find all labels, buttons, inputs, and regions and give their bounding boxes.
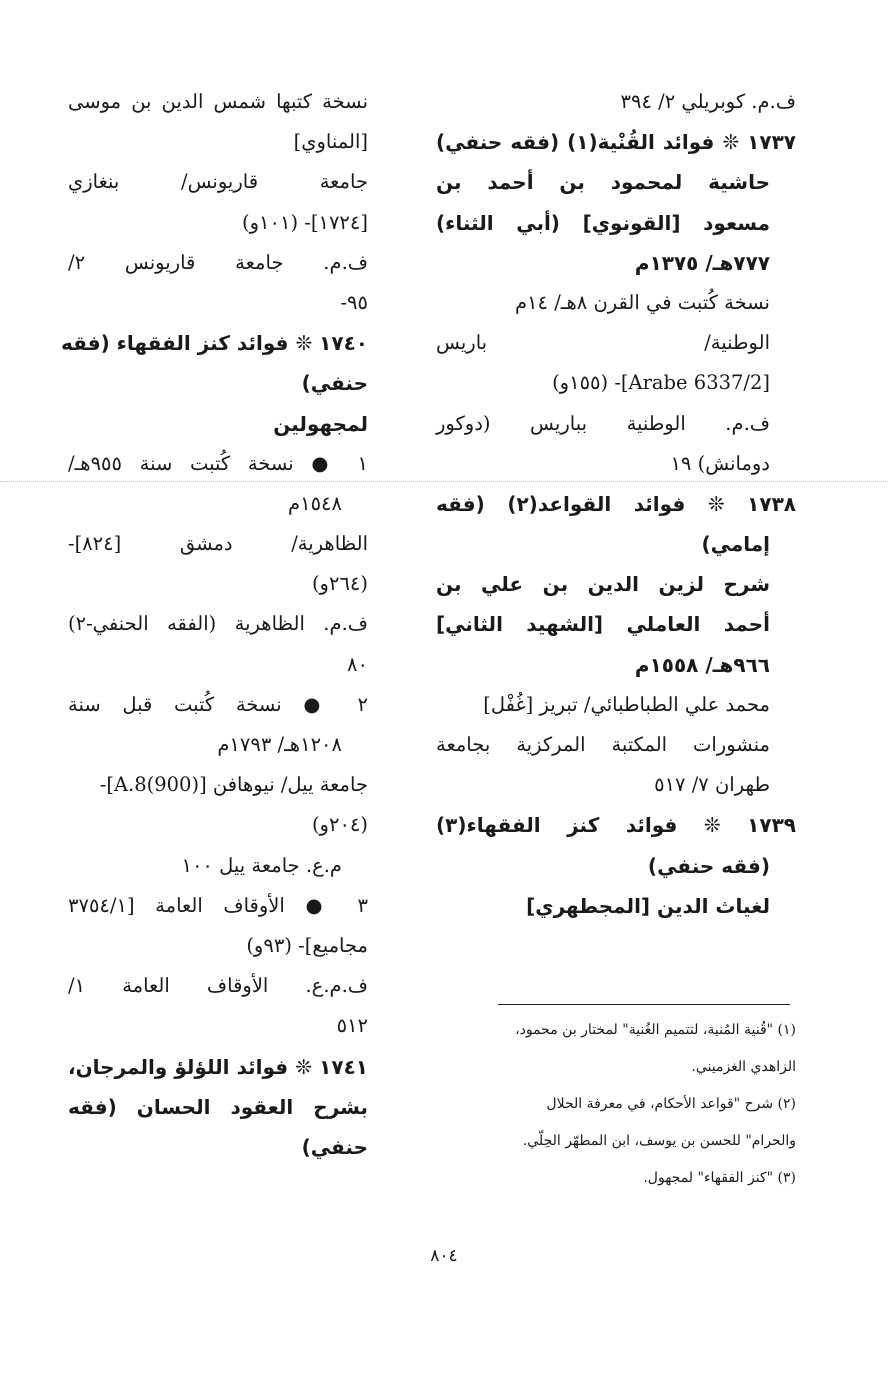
text-line: ٣ ● الأوقاف العامة [٣٧٥٤/١	[68, 893, 368, 917]
text-line: ف.م. كوبريلي ٢/ ٣٩٤	[620, 90, 796, 113]
text-line: دومانش) ١٩	[670, 451, 770, 475]
footnote-separator	[498, 1004, 790, 1005]
footnote-line: الزاهدي الغزميني.	[691, 1059, 796, 1075]
text-line: بشرح العقود الحسان (فقه	[68, 1094, 368, 1119]
text-line: مجاميع]- (٩٣و)	[246, 933, 368, 957]
text-line: جامعة قاريونس/ بنغازي	[68, 170, 368, 194]
text-line: ٩٦٦هـ/ ١٥٥٨م	[634, 652, 770, 677]
text-line: أحمد العاملي [الشهيد الثاني]	[436, 612, 770, 637]
text-line: [١٧٢٤]- (١٠١و)	[242, 210, 368, 234]
footnotes	[434, 1012, 796, 1197]
text-line: نسخة كتبها شمس الدين بن موسى	[68, 90, 368, 113]
text-line: ١٧٤١ ❊ فوائد اللؤلؤ والمرجان،	[68, 1054, 368, 1079]
text-line: ف.م.ع. الأوقاف العامة ١/	[68, 974, 368, 998]
text-line: الوطنية/ باريس	[436, 331, 770, 355]
text-line: ف.م. الظاهرية (الفقه الحنفي-٢)	[68, 612, 368, 636]
text-line: جامعة ييل/ نيوهافن [A.8(900)]-	[99, 773, 368, 797]
text-line: شرح لزين الدين بن علي بن	[436, 572, 770, 597]
text-line: حنفي)	[301, 1134, 368, 1159]
text-line: الظاهرية/ دمشق [٨٢٤]-	[68, 532, 368, 556]
text-line: ١٧٤٠ ❊ فوائد كنز الفقهاء (فقه	[60, 331, 368, 356]
text-line: ٩٥-	[340, 290, 368, 314]
right-column	[436, 82, 796, 926]
footnote-line: (١) "قُنية المُنية، لتتميم الغُنية" لمختار بن محمود،	[515, 1022, 796, 1038]
text-line: ١٧٣٨ ❊ فوائد القواعد(٢) (فقه	[436, 491, 796, 516]
footnote-line: (٢) شرح "قواعد الأحكام، في معرفة الحلال	[546, 1096, 796, 1112]
text-line: حاشية لمحمود بن أحمد بن	[436, 170, 770, 195]
text-line: لمجهولين	[273, 411, 368, 436]
text-line: م.ع. جامعة ييل ١٠٠	[181, 853, 342, 877]
text-line: منشورات المكتبة المركزية بجامعة	[436, 733, 770, 756]
text-line: (٢٠٤و)	[311, 813, 368, 837]
text-line: إمامي)	[701, 532, 770, 557]
text-line: حنفي)	[301, 371, 368, 396]
text-line: [المناوي]	[293, 130, 368, 154]
text-line: لغياث الدين [المجطهري]	[526, 893, 770, 918]
footnote-line: والحرام" للحسن بن يوسف، ابن المطهّر الحِلّي.	[522, 1133, 796, 1149]
text-line: ٥١٢	[336, 1014, 368, 1038]
text-line: ١٥٤٨م	[288, 491, 342, 515]
text-line: مسعود [القونوي] (أبي الثناء)	[436, 210, 770, 235]
text-line: ١٧٣٧ ❊ فوائد القُنْية(١) (فقه حنفي)	[436, 130, 796, 155]
text-line: ٨٠	[347, 652, 368, 676]
page-number: ٨٠٤	[430, 1246, 458, 1266]
text-line: ١ ● نسخة كُتبت سنة ٩٥٥هـ/	[68, 451, 368, 475]
text-line: ١٢٠٨هـ/ ١٧٩٣م	[217, 733, 342, 756]
footnote-line: (٣) "كنز الفقهاء" لمجهول.	[643, 1170, 796, 1186]
text-line: [Arabe 6337/2]- (١٥٥و)	[552, 371, 770, 395]
text-line: ٧٧٧هـ/ ١٣٧٥م	[634, 250, 770, 275]
text-line: ف.م. الوطنية بباريس (دوكور	[436, 411, 770, 435]
text-line: (فقه حنفي)	[647, 853, 770, 878]
text-line: ٢ ● نسخة كُتبت قبل سنة	[68, 692, 368, 716]
text-line: ١٧٣٩ ❊ فوائد كنز الفقهاء(٣)	[436, 813, 796, 838]
text-line: ف.م. جامعة قاريونس ٢/	[68, 250, 368, 274]
left-column	[60, 82, 368, 1167]
text-line: طهران ٧/ ٥١٧	[654, 773, 770, 797]
text-line: محمد علي الطباطبائي/ تبريز [غُفْل]	[483, 692, 770, 716]
text-line: نسخة كُتبت في القرن ٨هـ/ ١٤م	[514, 290, 770, 314]
text-line: (٢٦٤و)	[311, 572, 368, 596]
